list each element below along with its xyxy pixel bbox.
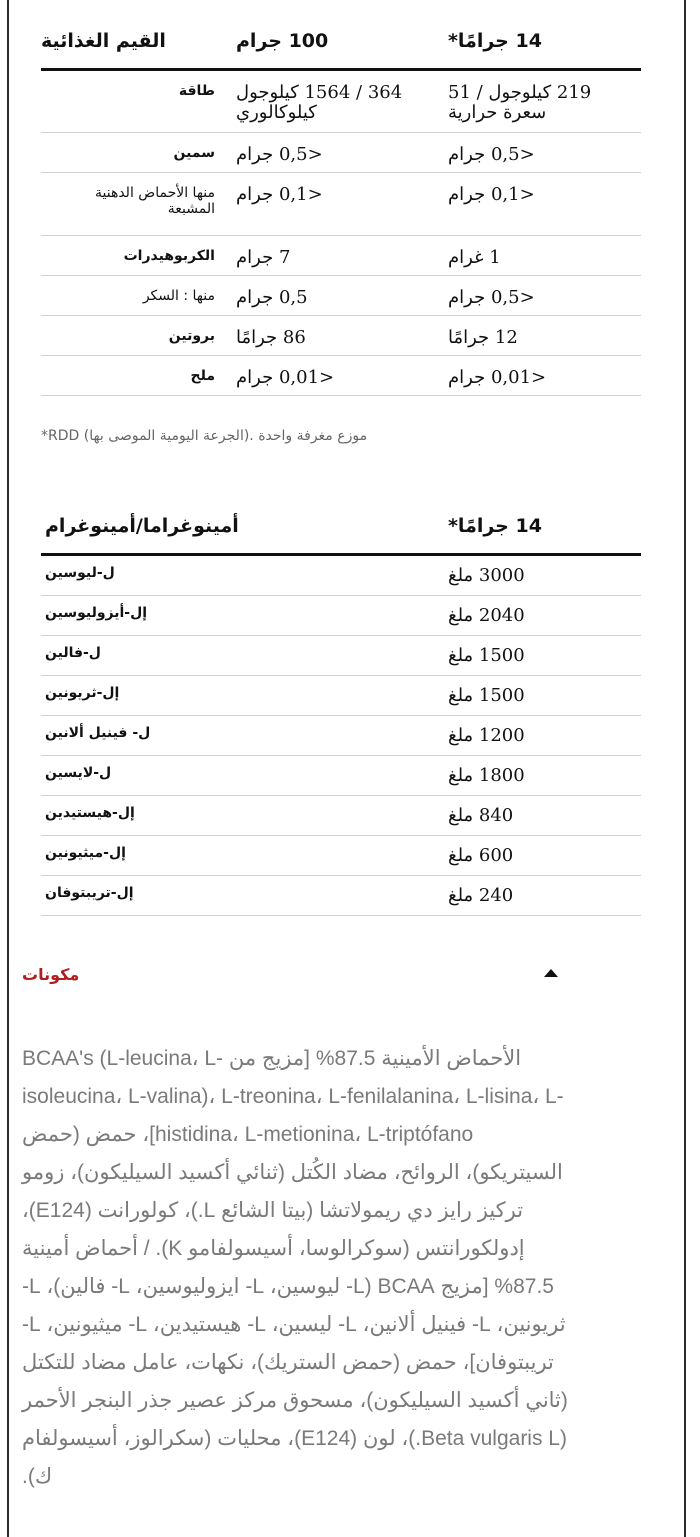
amino-value: 240 ملغ [448,885,514,906]
table-row [41,356,641,396]
header-nutritional-values: القيم الغذائية [41,30,166,52]
row-per-100g: 86 جرامًا [236,327,306,348]
amino-name: ل- فينيل ألانين [45,725,151,741]
aminogram-table-header [41,515,641,556]
serving-note: موزع مغرفة واحدة .(الجرعة اليومية الموصى بها) RDD* [41,428,368,444]
header-per-serving: 14 جرامًا* [448,30,542,52]
table-row [41,556,641,596]
table-row [41,316,641,356]
amino-name: إل-ثريونين [45,685,120,701]
amino-name: إل-أيزوليوسين [45,605,148,621]
row-per-serving: <0,5 جرام [448,144,535,165]
table-row [41,276,641,316]
right-border [684,0,686,1537]
row-per-100g: <0,01 جرام [236,367,335,388]
row-per-serving: 12 جرامًا [448,327,518,348]
table-row [41,876,641,916]
table-row [41,836,641,876]
amino-value: 1500 ملغ [448,685,525,706]
row-label: طاقة [178,83,215,99]
amino-value: 1200 ملغ [448,725,525,746]
row-per-100g: 0,5 جرام [236,287,308,308]
table-row [41,756,641,796]
row-label: منها : السكر [142,288,215,304]
amino-value: 2040 ملغ [448,605,525,626]
row-label: منها الأحماض الدهنية المشبعة [95,185,215,217]
row-label: ملح [190,368,215,384]
table-row [41,236,641,276]
row-per-serving: 219 كيلوجول / 51 سعرة حرارية [448,82,592,123]
row-per-100g: <0,1 جرام [236,184,323,205]
amino-name: ل-لايسين [45,765,112,781]
table-row [41,596,641,636]
amino-value: 600 ملغ [448,845,514,866]
nutrition-table [41,0,641,396]
amino-value: 840 ملغ [448,805,514,826]
ingredients-title: مكونات [22,965,80,984]
table-row [41,173,641,236]
row-label: سمين [173,145,215,161]
table-row [41,716,641,756]
table-row [41,133,641,173]
left-border [7,0,9,1537]
aminogram-table [41,515,641,916]
header-per-serving: 14 جرامًا* [448,515,542,537]
ingredients-accordion-header[interactable] [22,965,562,993]
row-per-100g: 7 جرام [236,247,291,268]
row-per-100g: <0,5 جرام [236,144,323,165]
amino-value: 3000 ملغ [448,565,525,586]
nutrition-table-header [41,0,641,71]
amino-name: ل-ليوسين [45,565,115,581]
table-row [41,676,641,716]
row-per-serving: <0,01 جرام [448,367,547,388]
amino-value: 1800 ملغ [448,765,525,786]
amino-name: إل-تريبتوفان [45,885,134,901]
amino-value: 1500 ملغ [448,645,525,666]
ingredients-text: الأحماض الأمينية 87.5% [مزيج من BCAA's (L-leucina، L-isoleucina، L-valina)، L-treonina، L-fenilalanina، L-lisina، L-histidina، L-metionina، L-triptófano]، حمض (حمض السيتريكو)، الروائح، مضاد الكُتل (ثنائي أكسيد السيليكون)، زومو تركيز رايز دي ريمولاتشا (بيتا الشائع L.)، كولورانت (E124)، إدولكورانتس (سوكرالوسا، أسيسولفامو K). / أحماض أمينية 87.5% [مزيج BCAA (L- ليوسين، L- ايزوليوسين، L- فالين)، L- ثريونين، L- فينيل ألانين، L- ليسين، L- هيستيدين، L- ميثيونين، L- تريبتوفان]، حمض (حمض الستريك)، نكهات، عامل مضاد للتكتل (ثاني أكسيد السيليكون)، مسحوق مركز عصير جذر البنجر الأحمر (Beta vulgaris L.)، لون (E124)، محليات (سكرالوز، أسيسولفام ك). [22,1047,568,1488]
amino-name: إل-ميثيونين [45,845,126,861]
table-row [41,71,641,133]
row-label: بروتين [168,328,215,344]
amino-name: ل-فالين [45,645,101,661]
table-row [41,636,641,676]
row-per-serving: 1 غرام [448,247,501,268]
row-per-serving: <0,1 جرام [448,184,535,205]
row-label: الكربوهيدرات [123,248,215,264]
header-aminogram: أمينوغراما/أمينوغرام [45,515,239,537]
chevron-up-icon[interactable] [544,969,558,977]
row-per-100g: 364 / 1564 كيلوجول كيلوكالوري [236,82,403,123]
header-per-100g: 100 جرام [236,30,329,52]
table-row [41,796,641,836]
amino-name: إل-هيستيدين [45,805,135,821]
row-per-serving: <0,5 جرام [448,287,535,308]
